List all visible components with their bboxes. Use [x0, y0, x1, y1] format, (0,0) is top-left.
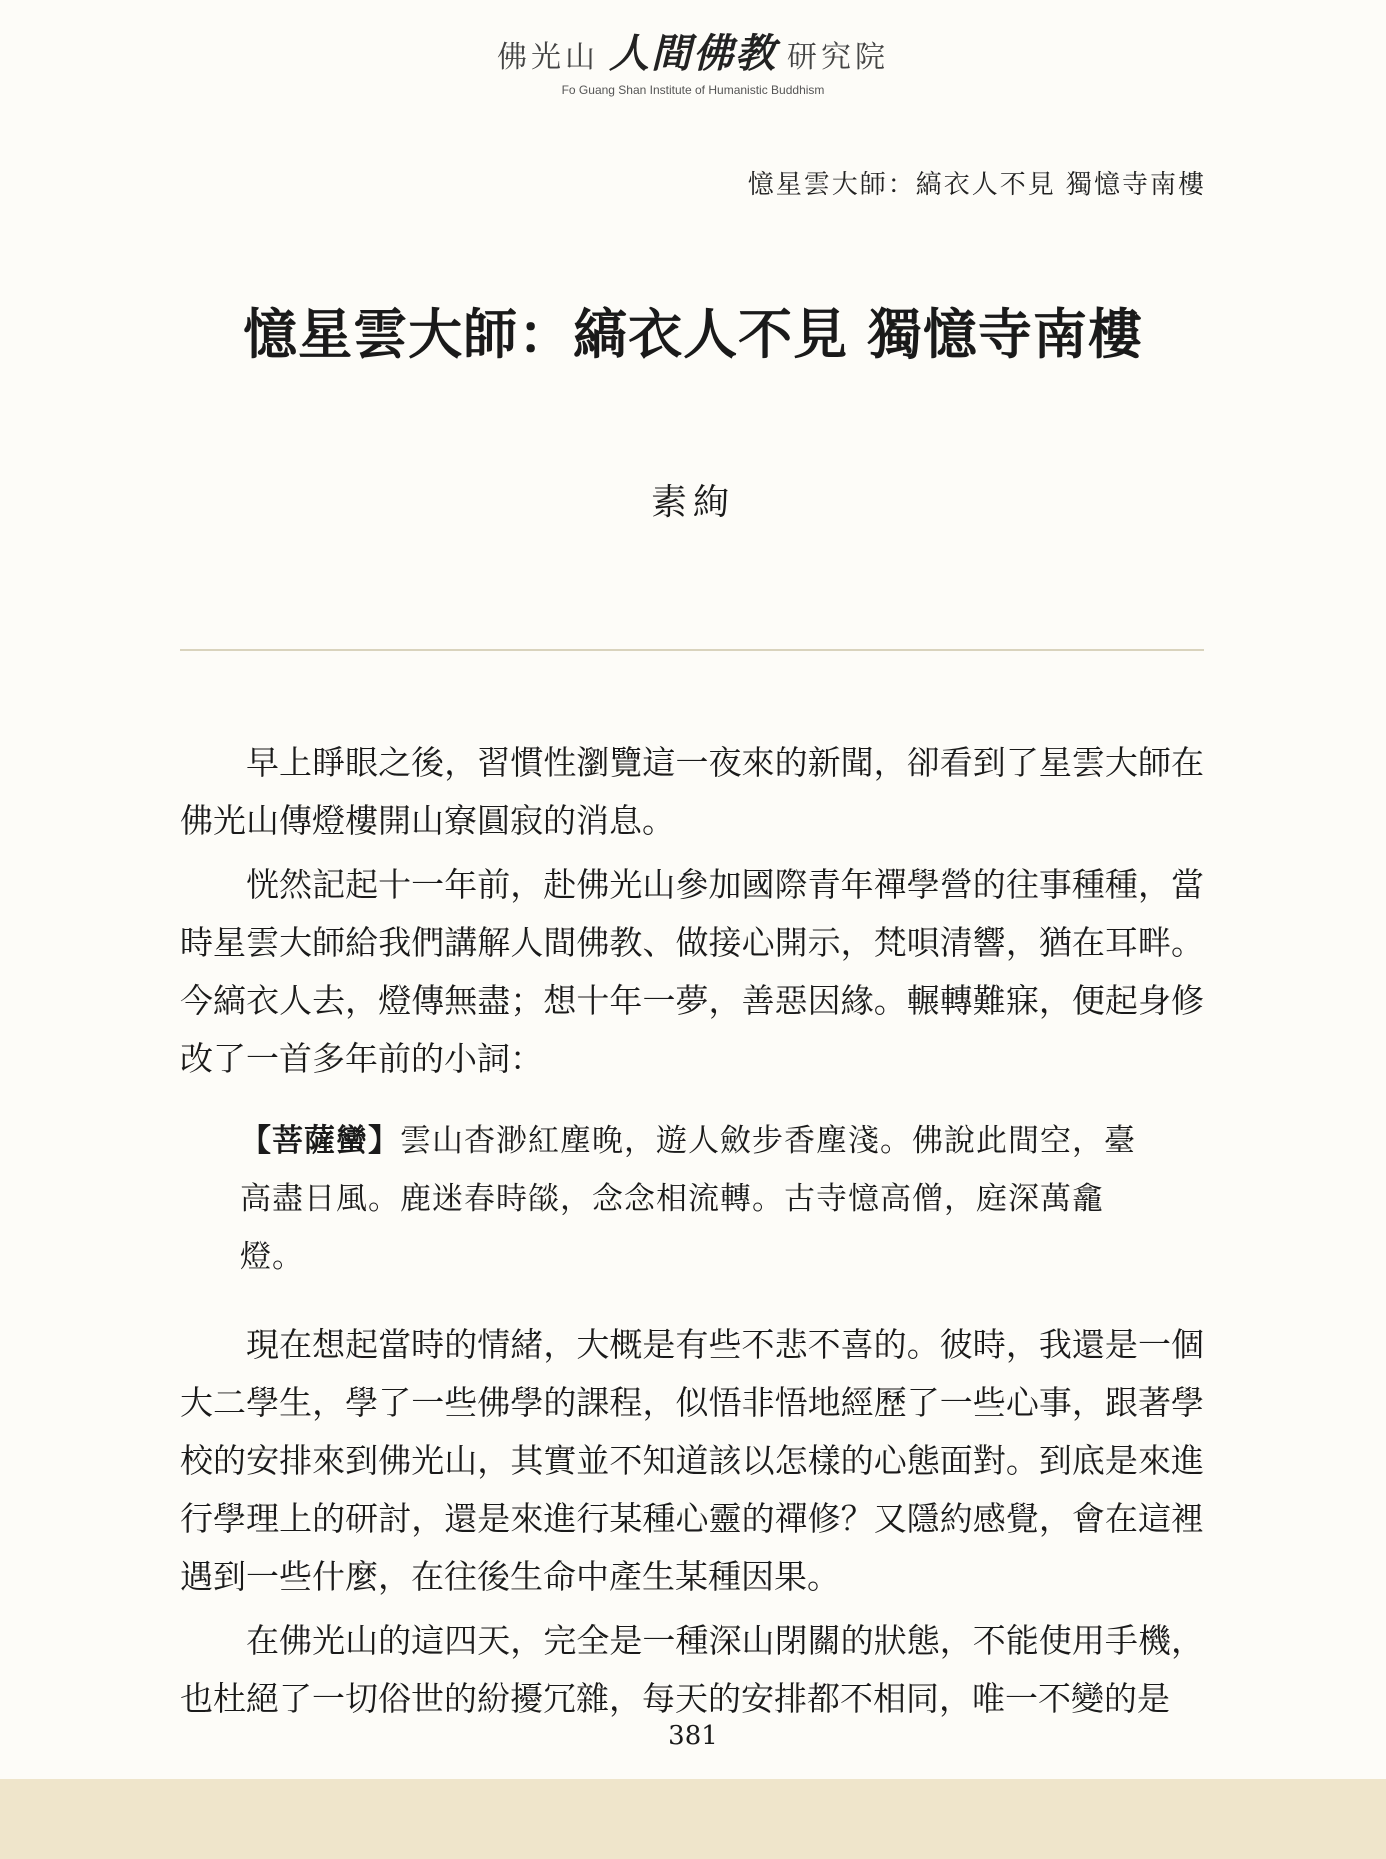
article-body: [180, 734, 1204, 1734]
article-title: 憶星雲大師：縞衣人不見 獨憶寺南樓: [243, 302, 1143, 366]
masthead-subtitle: Fo Guang Shan Institute of Humanistic Buddhism: [561, 83, 825, 97]
poem-text: 雲山杳渺紅塵晚，遊人斂步香塵淺。佛說此間空，臺高盡日風。鹿迷春時燄，念念相流轉。古寺憶高僧，庭深萬龕燈。: [240, 1123, 1136, 1275]
divider-rule: [180, 649, 1204, 651]
masthead-brand: 人間佛教: [609, 30, 777, 77]
poem-block: [240, 1112, 1144, 1286]
masthead: [0, 22, 1386, 97]
paragraph-4: 在佛光山的這四天，完全是一種深山閉關的狀態，不能使用手機，也杜絕了一切俗世的紛擾冗雜，每天的安排都不相同，唯一不變的是: [180, 1621, 1204, 1718]
author-name: 素絢: [650, 482, 735, 523]
footer-band: [0, 1779, 1386, 1859]
page-number: 381: [668, 1721, 718, 1751]
paragraph-2: 恍然記起十一年前，赴佛光山參加國際青年禪學營的往事種種，當時星雲大師給我們講解人間佛教、做接心開示，梵唄清響，猶在耳畔。今縞衣人去，燈傳無盡；想十年一夢，善惡因緣。輾轉難寐，便起身修改了一首多年前的小詞：: [180, 865, 1204, 1078]
masthead-logo: [0, 22, 1386, 79]
poem-tag: 【菩薩蠻】: [240, 1123, 400, 1159]
running-head: 憶星雲大師：縞衣人不見 獨憶寺南樓: [747, 170, 1206, 200]
masthead-right: 研究院: [787, 40, 889, 75]
paragraph-1: 早上睜眼之後，習慣性瀏覽這一夜來的新聞，卻看到了星雲大師在佛光山傳燈樓開山寮圓寂的消息。: [180, 743, 1204, 840]
paragraph-3: 現在想起當時的情緒，大概是有些不悲不喜的。彼時，我還是一個大二學生，學了一些佛學的課程，似悟非悟地經歷了一些心事，跟著學校的安排來到佛光山，其實並不知道該以怎樣的心態面對。到底是來進行學理上的研討，還是來進行某種心靈的禪修？又隱約感覺，會在這裡遇到一些什麼，在往後生命中產生某種因果。: [180, 1325, 1204, 1596]
masthead-left: 佛光山: [497, 40, 599, 75]
